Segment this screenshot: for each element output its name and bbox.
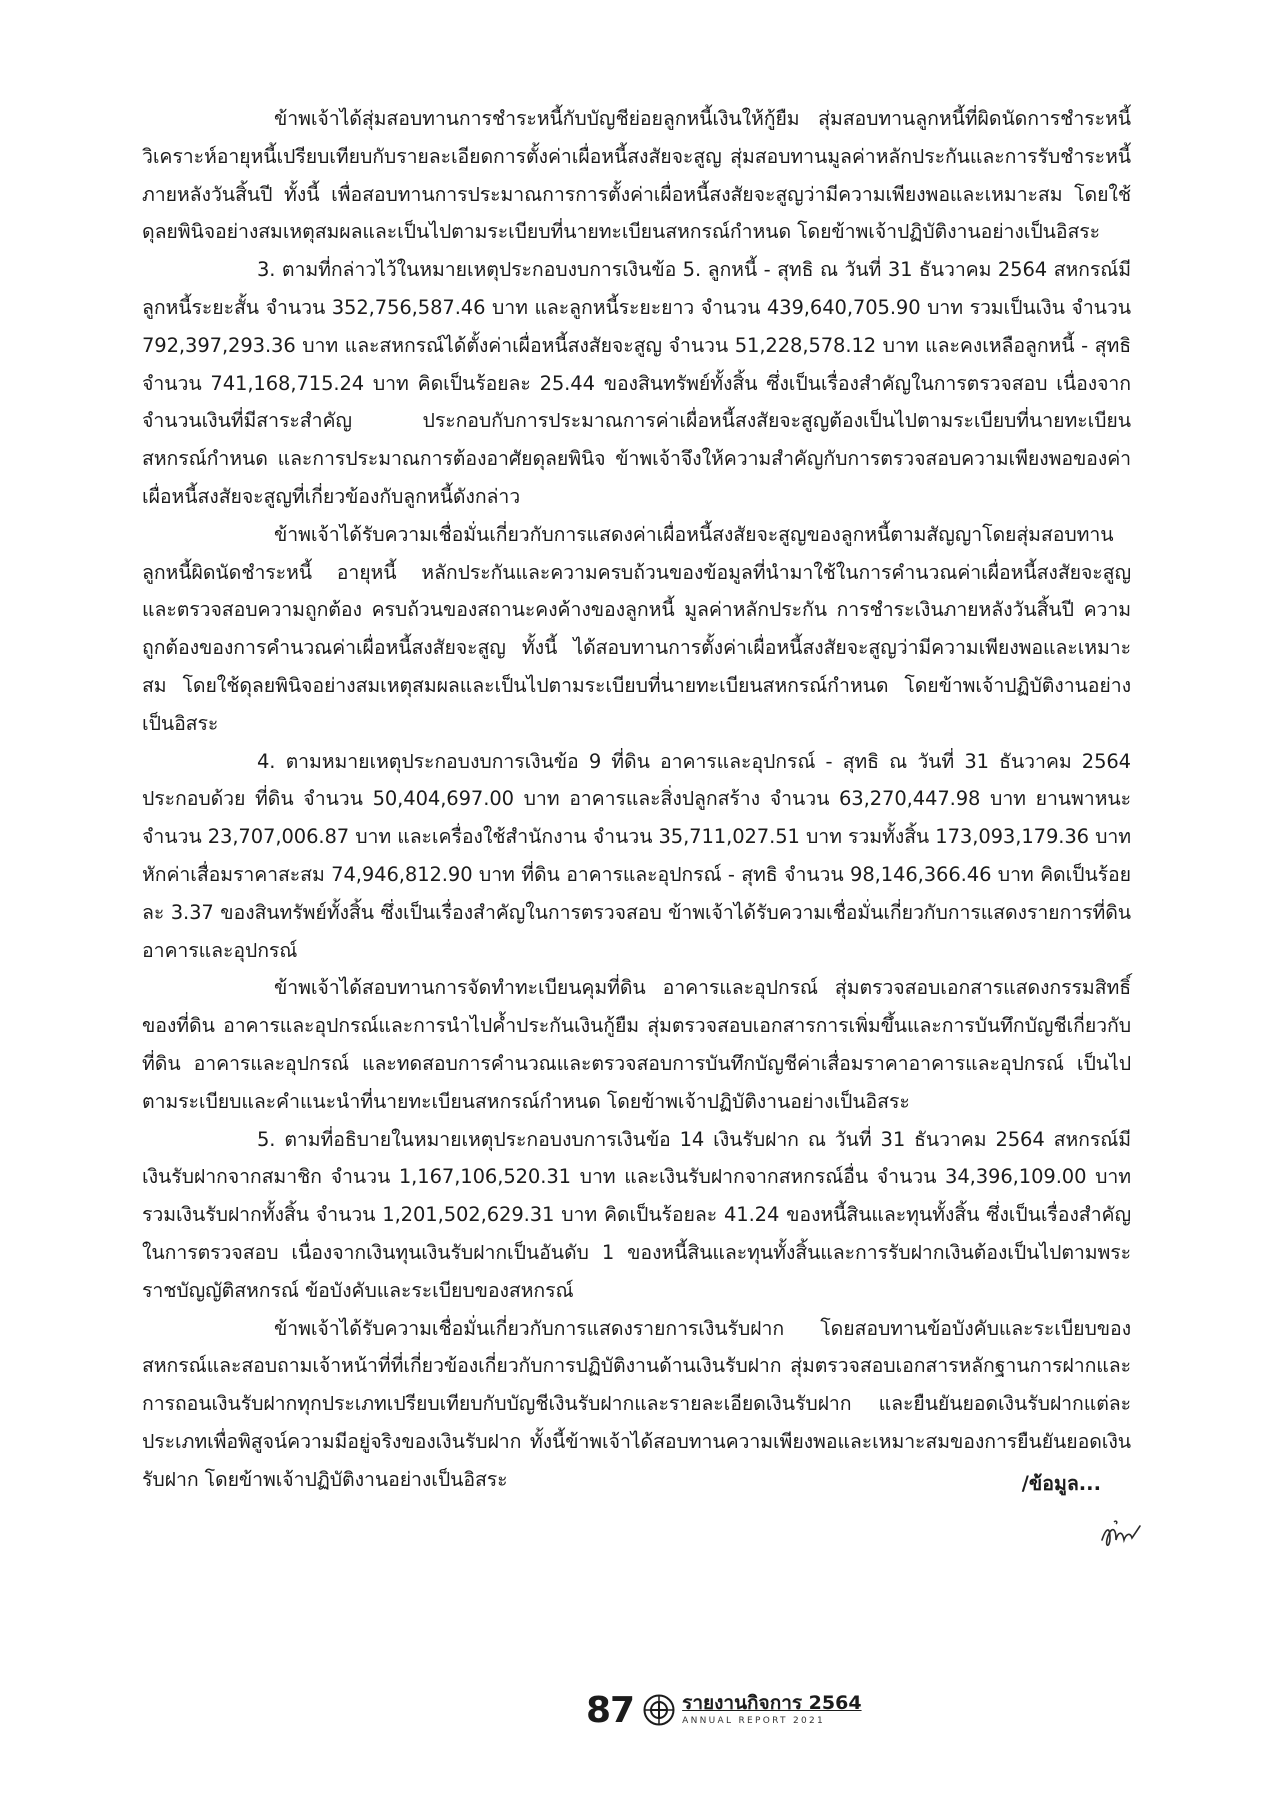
report-title-block [682, 1694, 861, 1726]
paragraph-item-5-deposits: 5. ตามที่อธิบายในหมายเหตุประกอบงบการเงินข้อ 14 เงินรับฝาก ณ วันที่ 31 ธันวาคม 2564 สหกรณ์มีเงินรับฝากจากสมาชิก จำนวน 1,167,106,520.31 บาท และเงินรับฝากจากสหกรณ์อื่น จำนวน 34,396,109.00 บาท รวมเงินรับฝากทั้งสิ้น จำนวน 1,201,502,629.31 บาท คิดเป็นร้อยละ 41.24 ของหนี้สินและทุนทั้งสิ้น ซึ่งเป็นเรื่องสำคัญในการตรวจสอบ เนื่องจากเงินทุนเงินรับฝากเป็นอันดับ 1 ของหนี้สินและทุนทั้งสิ้นและการรับฝากเงินต้องเป็นไปตามพระราชบัญญัติสหกรณ์ ข้อบังคับและระเบียบของสหกรณ์ [142, 1127, 1131, 1302]
report-body [142, 100, 1131, 1498]
report-subtitle: ANNUAL REPORT 2021 [682, 1716, 826, 1726]
cooperative-logo-icon [642, 1693, 676, 1727]
page-footer [586, 1682, 862, 1738]
paragraph-loan-review: ข้าพเจ้าได้สุ่มสอบทานการชำระหนี้กับบัญชีย่อยลูกหนี้เงินให้กู้ยืม สุ่มสอบทานลูกหนี้ที่ผิดนัดการชำระหนี้ วิเคราะห์อายุหนี้เปรียบเทียบกับรายละเอียดการตั้งค่าเผื่อหนี้สงสัยจะสูญ สุ่มสอบทานมูลค่าหลักประกันและการรับชำระหนี้ภายหลังวันสิ้นปี ทั้งนี้ เพื่อสอบทานการประมาณการการตั้งค่าเผื่อหนี้สงสัยจะสูญว่ามีความเพียงพอและเหมาะสม โดยใช้ดุลยพินิจอย่างสมเหตุสมผลและเป็นไปตามระเบียบที่นายทะเบียนสหกรณ์กำหนด โดยข้าพเจ้าปฏิบัติงานอย่างเป็นอิสระ [142, 107, 1131, 244]
paragraph-property-review: ข้าพเจ้าได้สอบทานการจัดทำทะเบียนคุมที่ดิน อาคารและอุปกรณ์ สุ่มตรวจสอบเอกสารแสดงกรรมสิทธิ์ของที่ดิน อาคารและอุปกรณ์และการนำไปค้ำประกันเงินกู้ยืม สุ่มตรวจสอบเอกสารการเพิ่มขึ้นและการบันทึกบัญชีเกี่ยวกับที่ดิน อาคารและอุปกรณ์ และทดสอบการคำนวณและตรวจสอบการบันทึกบัญชีค่าเสื่อมราคาอาคารและอุปกรณ์ เป็นไปตามระเบียบและคำแนะนำที่นายทะเบียนสหกรณ์กำหนด โดยข้าพเจ้าปฏิบัติงานอย่างเป็นอิสระ [142, 976, 1131, 1113]
signature-initials [1098, 1518, 1144, 1554]
paragraph-deposit-assurance: ข้าพเจ้าได้รับความเชื่อมั่นเกี่ยวกับการแสดงรายการเงินรับฝาก โดยสอบทานข้อบังคับและระเบียบของสหกรณ์และสอบถามเจ้าหน้าที่ที่เกี่ยวข้องเกี่ยวกับการปฏิบัติงานด้านเงินรับฝาก สุ่มตรวจสอบเอกสารหลักฐานการฝากและการถอนเงินรับฝากทุกประเภทเปรียบเทียบกับบัญชีเงินรับฝากและรายละเอียดเงินรับฝาก และยืนยันยอดเงินรับฝากแต่ละประเภทเพื่อพิสูจน์ความมีอยู่จริงของเงินรับฝาก ทั้งนี้ข้าพเจ้าได้สอบทานความเพียงพอและเหมาะสมของการยืนยันยอดเงินรับฝาก โดยข้าพเจ้าปฏิบัติงานอย่างเป็นอิสระ [142, 1316, 1131, 1491]
report-title: รายงานกิจการ 2564 [682, 1692, 862, 1714]
continuation-marker: /ข้อมูล... [1021, 1472, 1101, 1495]
page-number: 87 [586, 1689, 635, 1731]
paragraph-allowance-assurance: ข้าพเจ้าได้รับความเชื่อมั่นเกี่ยวกับการแสดงค่าเผื่อหนี้สงสัยจะสูญของลูกหนี้ตามสัญญาโดยสุ่มสอบทานลูกหนี้ผิดนัดชำระหนี้ อายุหนี้ หลักประกันและความครบถ้วนของข้อมูลที่นำมาใช้ในการคำนวณค่าเผื่อหนี้สงสัยจะสูญ และตรวจสอบความถูกต้อง ครบถ้วนของสถานะคงค้างของลูกหนี้ มูลค่าหลักประกัน การชำระเงินภายหลังวันสิ้นปี ความถูกต้องของการคำนวณค่าเผื่อหนี้สงสัยจะสูญ ทั้งนี้ ได้สอบทานการตั้งค่าเผื่อหนี้สงสัยจะสูญว่ามีความเพียงพอและเหมาะสม โดยใช้ดุลยพินิจอย่างสมเหตุสมผลและเป็นไปตามระเบียบที่นายทะเบียนสหกรณ์กำหนด โดยข้าพเจ้าปฏิบัติงานอย่างเป็นอิสระ [142, 522, 1131, 735]
paragraph-item-4-property: 4. ตามหมายเหตุประกอบงบการเงินข้อ 9 ที่ดิน อาคารและอุปกรณ์ - สุทธิ ณ วันที่ 31 ธันวาคม 2564 ประกอบด้วย ที่ดิน จำนวน 50,404,697.00 บาท อาคารและสิ่งปลูกสร้าง จำนวน 63,270,447.98 บาท ยานพาหนะ จำนวน 23,707,006.87 บาท และเครื่องใช้สำนักงาน จำนวน 35,711,027.51 บาท รวมทั้งสิ้น 173,093,179.36 บาท หักค่าเสื่อมราคาสะสม 74,946,812.90 บาท ที่ดิน อาคารและอุปกรณ์ - สุทธิ จำนวน 98,146,366.46 บาท คิดเป็นร้อยละ 3.37 ของสินทรัพย์ทั้งสิ้น ซึ่งเป็นเรื่องสำคัญในการตรวจสอบ ข้าพเจ้าได้รับความเชื่อมั่นเกี่ยวกับการแสดงรายการที่ดิน อาคารและอุปกรณ์ [142, 749, 1131, 962]
paragraph-item-3-receivables: 3. ตามที่กล่าวไว้ในหมายเหตุประกอบงบการเงินข้อ 5. ลูกหนี้ - สุทธิ ณ วันที่ 31 ธันวาคม 2564 สหกรณ์มีลูกหนี้ระยะสั้น จำนวน 352,756,587.46 บาท และลูกหนี้ระยะยาว จำนวน 439,640,705.90 บาท รวมเป็นเงิน จำนวน 792,397,293.36 บาท และสหกรณ์ได้ตั้งค่าเผื่อหนี้สงสัยจะสูญ จำนวน 51,228,578.12 บาท และคงเหลือลูกหนี้ - สุทธิ จำนวน 741,168,715.24 บาท คิดเป็นร้อยละ 25.44 ของสินทรัพย์ทั้งสิ้น ซึ่งเป็นเรื่องสำคัญในการตรวจสอบ เนื่องจากจำนวนเงินที่มีสาระสำคัญ ประกอบกับการประมาณการค่าเผื่อหนี้สงสัยจะสูญต้องเป็นไปตามระเบียบที่นายทะเบียนสหกรณ์กำหนด และการประมาณการต้องอาศัยดุลยพินิจ ข้าพเจ้าจึงให้ความสำคัญกับการตรวจสอบความเพียงพอของค่าเผื่อหนี้สงสัยจะสูญที่เกี่ยวข้องกับลูกหนี้ดังกล่าว [142, 258, 1131, 508]
